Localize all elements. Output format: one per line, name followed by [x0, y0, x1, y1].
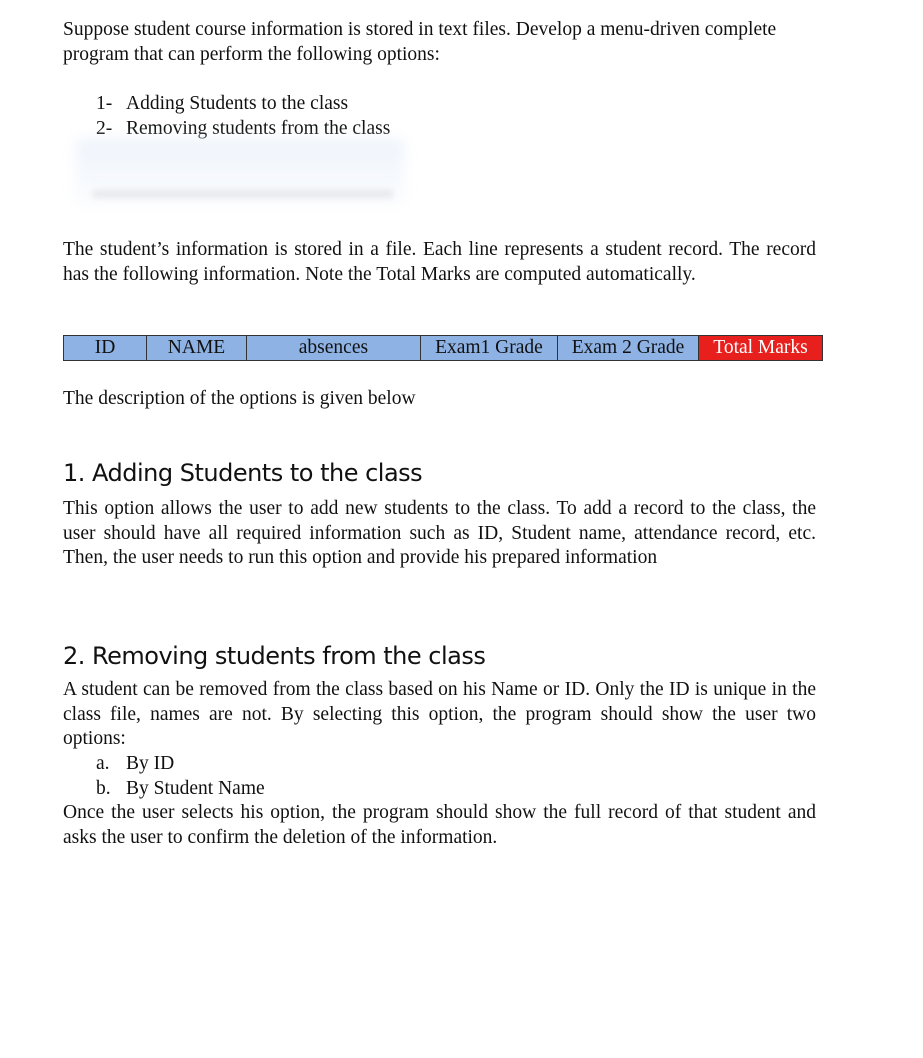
column-header-total-marks: Total Marks [699, 336, 823, 361]
column-header-exam1: Exam1 Grade [420, 336, 557, 361]
section-heading-adding: 1. Adding Students to the class [63, 459, 423, 487]
section-body-adding: This option allows the user to add new students to the class. To add a record to the class, the user should have all required information such as ID, Student name, attendance record, etc. Then, the user needs to run this option and provide his prepared information [63, 498, 816, 568]
list-item [96, 92, 390, 117]
removal-options-list [96, 752, 265, 801]
list-item [96, 752, 265, 777]
column-header-name: NAME [147, 336, 247, 361]
list-item-letter: b. [96, 777, 111, 799]
list-item-label: Removing students from the class [126, 117, 391, 139]
record-description-paragraph: The student’s information is stored in a file. Each line represents a student record. The record has the following information. Note the Total Marks are computed automatically. [63, 239, 816, 285]
column-header-exam2: Exam 2 Grade [558, 336, 699, 361]
list-item-letter: a. [96, 753, 110, 774]
record-format-table [63, 335, 823, 361]
list-item-label: By ID [126, 753, 175, 774]
document-page [63, 18, 823, 848]
list-item-label: Adding Students to the class [126, 93, 349, 114]
list-item-label: By Student Name [126, 777, 265, 799]
menu-options-list [96, 92, 390, 141]
list-item-number: 1- [96, 93, 113, 114]
table-row [64, 336, 823, 361]
column-header-id: ID [64, 336, 147, 361]
section-body-removing: A student can be removed from the class based on his Name or ID. Only the ID is unique in the class file, names are not. By selecting this option, the program should show the user two options: [63, 679, 816, 749]
section-heading-removing: 2. Removing students from the class [63, 642, 486, 670]
intro-paragraph: Suppose student course information is stored in text files. Develop a menu-driven complete program that can perform the following options: [63, 19, 777, 65]
list-item [96, 777, 265, 802]
options-intro-paragraph: The description of the options is given below [63, 388, 416, 409]
list-item-number: 2- [96, 117, 113, 139]
column-header-absences: absences [246, 336, 420, 361]
confirmation-paragraph: Once the user selects his option, the program should show the full record of that student and asks the user to confirm the deletion of the information. [63, 802, 816, 848]
blurred-text-line [93, 190, 393, 198]
